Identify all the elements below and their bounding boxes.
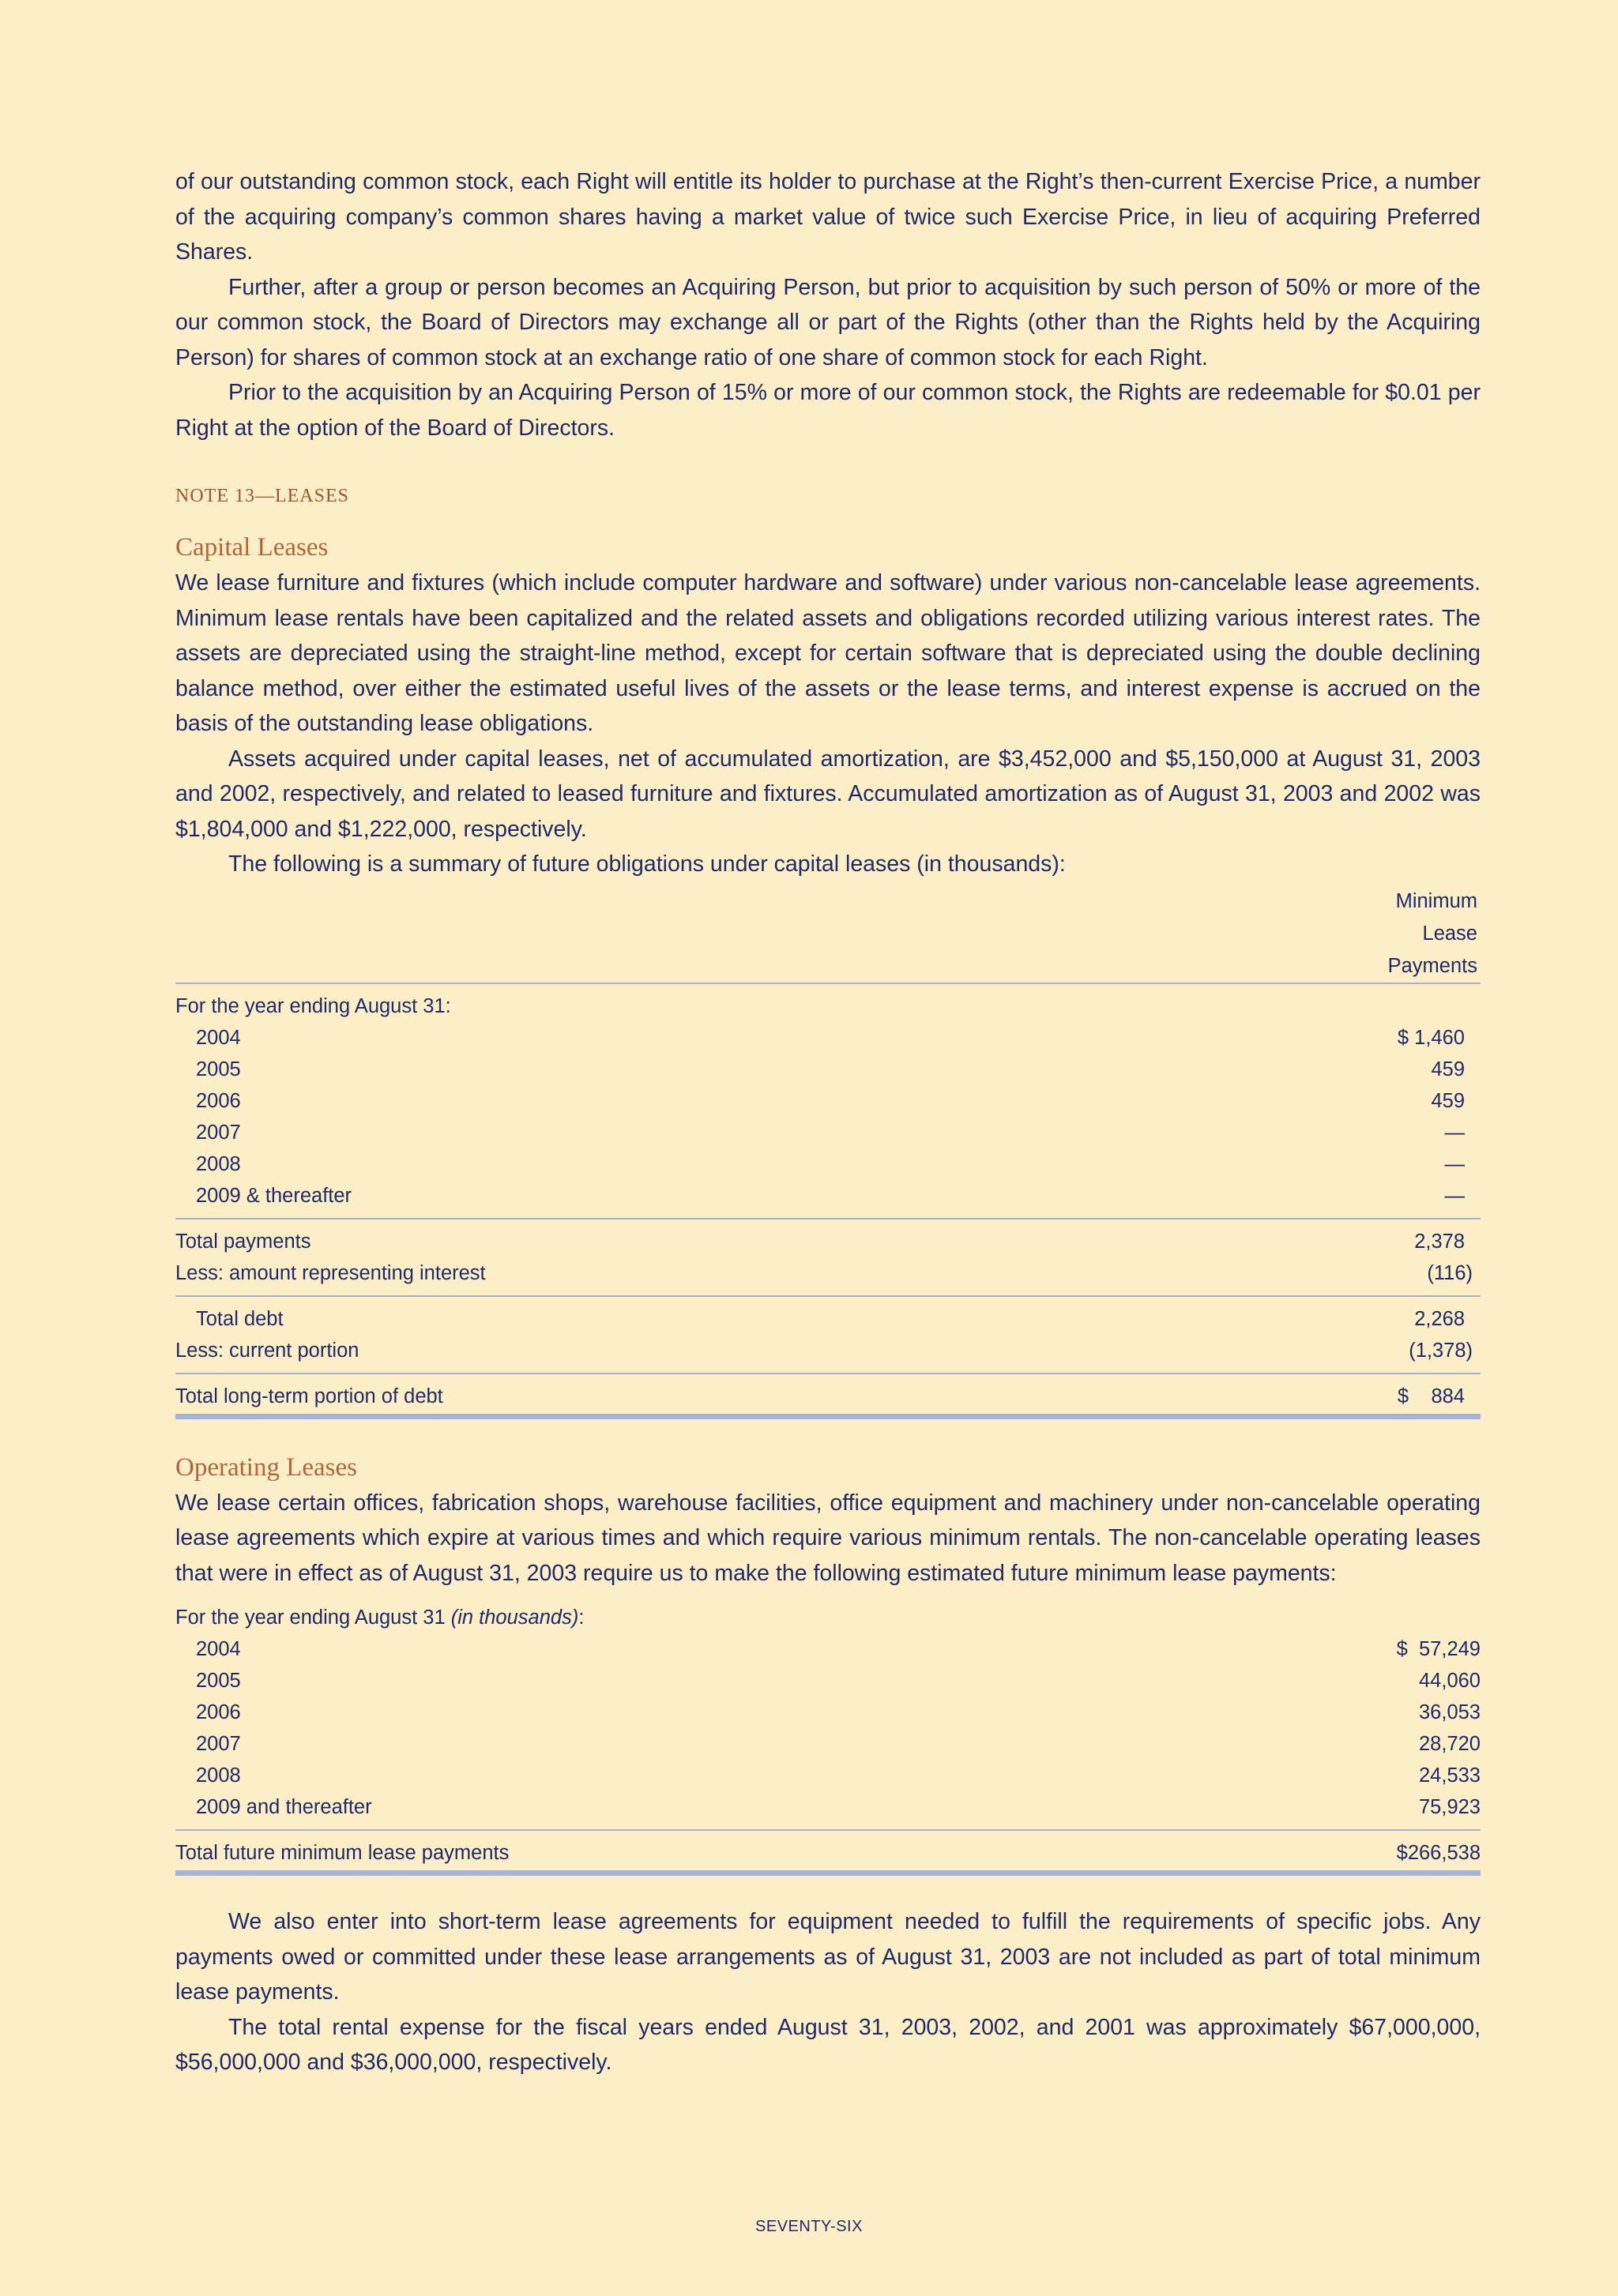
capital-leases-paragraph-1: We lease furniture and fixtures (which include computer hardware and software) under various non-cancelable lease agreements. Minimum lease rentals have been capitalized and the related assets and obligations recorded utilizing various interest rates. The assets are depreciated using the straight-line method, except for certain software that is depreciated using the double declining balance method, over either the estimated useful lives of the assets or the lease terms, and interest expense is accrued on the basis of the outstanding lease obligations. (175, 570, 1481, 736)
note-heading: NOTE 13—LEASES (175, 486, 349, 506)
table-row: 2008 24,533 (196, 1764, 1481, 1787)
rights-paragraph-2: Further, after a group or person becomes an Acquiring Person, but prior to acquisition by such person of 50% or more of the our common stock, the Board of Directors may exchange all or part of the Rights (other than the Rights held by the Acquiring Person) for shares of common stock at an exchange ratio of one share of common stock for each Right. (175, 274, 1481, 370)
page-content (175, 164, 1481, 2080)
closing-paragraph-1: We also enter into short-term lease agreements for equipment needed to fulfill the requirements of specific jobs. Any payments owed or committed under these lease arrangements as of August 31, 2003 are not included as part of total minimum lease payments. (175, 1909, 1481, 2005)
table-row: 2005 459 (196, 1058, 1465, 1080)
capital-leases-paragraph-3: The following is a summary of future obligations under capital leases (in thousands): (228, 851, 1066, 877)
rights-paragraph-1: of our outstanding common stock, each Right will entitle its holder to purchase at the Right’s then-current Exercise Price, a number of the acquiring company’s common shares having a market value of twice such Exercise Price, in lieu of acquiring Preferred Shares. (175, 169, 1481, 265)
column-header-row (175, 885, 1481, 983)
total-payments-row: Total payments 2,378 (175, 1219, 1481, 1257)
closing-paragraph-2: The total rental expense for the fiscal years ended August 31, 2003, 2002, and 2001 was approximately $67,000,000, $56,000,000 and $36,000,000, respectively. (175, 2014, 1481, 2075)
rights-paragraph-3: Prior to the acquisition by an Acquiring Person of 15% or more of our common stock, the Rights are redeemable for $0.01 per Right at the option of the Board of Directors. (175, 380, 1481, 441)
table-caption-row (175, 1602, 1481, 1633)
table-row: 2007 — (196, 1121, 1465, 1144)
table-row (175, 983, 1481, 1022)
total-future-payments-row: Total future minimum lease payments $266,538 (175, 1830, 1481, 1873)
table-row: 2004 $ 57,249 (196, 1638, 1481, 1660)
operating-lease-table (175, 1602, 1481, 1876)
operating-leases-paragraph: We lease certain offices, fabrication shops, warehouse facilities, office equipment and machinery under non-cancelable operating lease agreements which expire at various times and which require various minimum rentals. The non-cancelable operating leases that were in effect as of August 31, 2003 require us to make the following estimated future minimum lease payments: (175, 1490, 1481, 1586)
page-number: SEVENTY-SIX (755, 2218, 863, 2235)
table-caption: For the year ending August 31 (in thousands): (175, 1606, 585, 1629)
capital-lease-table (175, 885, 1481, 1419)
operating-leases-heading: Operating Leases (175, 1452, 357, 1482)
interest-row: Less: amount representing interest (116) (175, 1261, 1473, 1284)
table-row: 2009 & thereafter — (196, 1184, 1465, 1207)
table-row: 2008 — (196, 1152, 1465, 1175)
table-row: 2006 36,053 (196, 1701, 1481, 1723)
table-row: 2005 44,060 (196, 1670, 1481, 1692)
column-header: Minimum Lease Payments (1387, 889, 1477, 977)
year-label: For the year ending August 31: (175, 983, 1354, 1022)
table-row: 2007 28,720 (196, 1733, 1481, 1755)
current-portion-row: Less: current portion (1,378) (175, 1339, 1473, 1362)
total-debt-row: Total debt 2,268 (175, 1296, 1481, 1335)
capital-leases-heading: Capital Leases (175, 533, 329, 562)
long-term-row: Total long-term portion of debt $ 884 (175, 1373, 1481, 1417)
table-row: 2009 and thereafter 75,923 (196, 1796, 1481, 1818)
capital-leases-paragraph-2: Assets acquired under capital leases, net of accumulated amortization, are $3,452,000 and $5,150,000 at August 31, 2003 and 2002, respectively, and related to leased furniture and fixtures. Accumulated amortization as of August 31, 2003 and 2002 was $1,804,000 and $1,222,000, respectively. (175, 746, 1481, 842)
table-row: 2004 $ 1,460 (196, 1026, 1465, 1049)
table-row: 2006 459 (196, 1089, 1465, 1112)
